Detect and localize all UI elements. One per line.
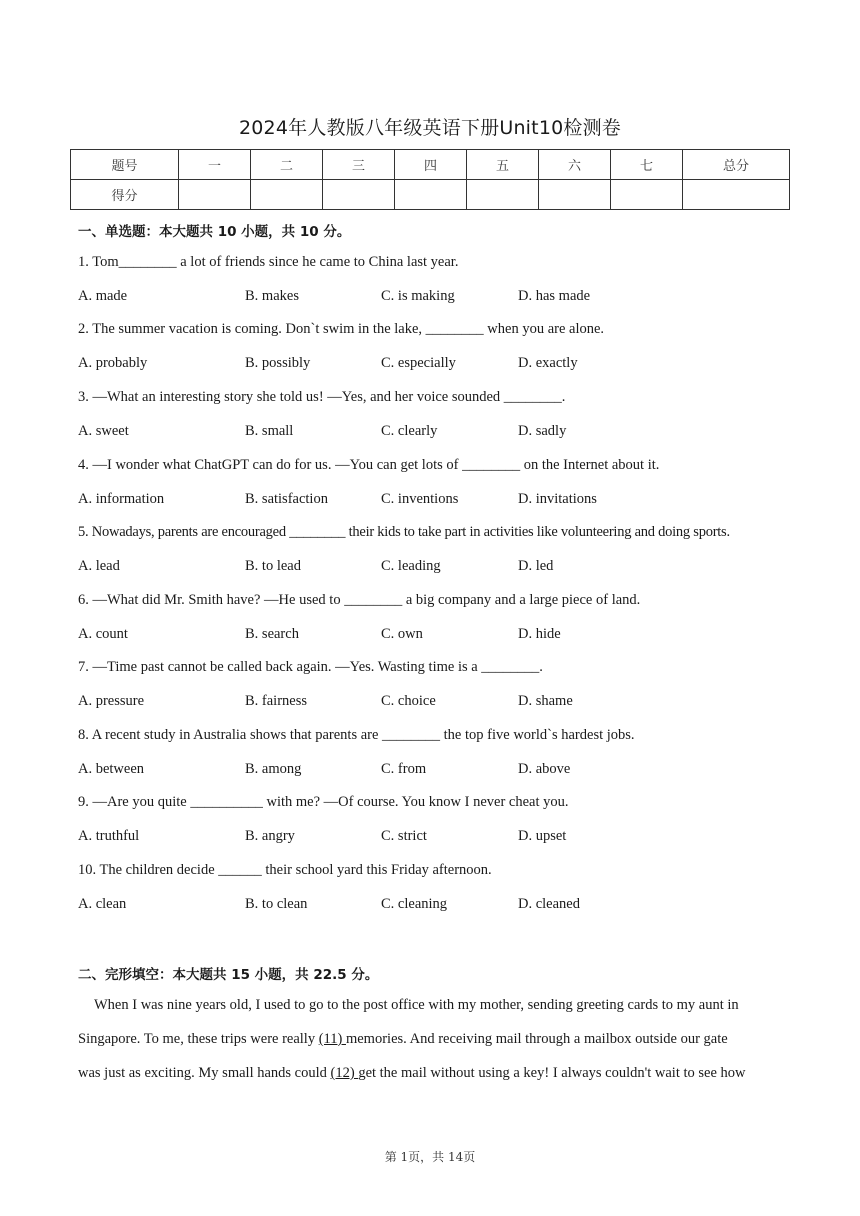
option-b: B. search (245, 626, 299, 642)
blank-11: (11) (318, 1031, 346, 1047)
option-d: D. invitations (518, 491, 597, 507)
section1-heading: 一、单选题：本大题共 10 小题，共 10 分。 (78, 224, 351, 240)
option-b: B. makes (245, 288, 299, 304)
option-c: C. especially (381, 355, 456, 371)
score-blank-cell (539, 180, 611, 210)
score-label: 得分 (71, 180, 179, 210)
passage-text: was just as exciting. My small hands could (78, 1065, 331, 1081)
score-cell: 一 (179, 150, 251, 180)
option-b: B. among (245, 761, 302, 777)
question-stem: 3. —What an interesting story she told us! —Yes, and her voice sounded ________. (78, 389, 566, 405)
option-c: C. inventions (381, 491, 459, 507)
option-d: D. sadly (518, 423, 567, 439)
option-b: B. fairness (245, 693, 308, 709)
question-stem: 4. —I wonder what ChatGPT can do for us. —You can get lots of ________ on the Internet about it. (78, 457, 660, 473)
passage-line (78, 1031, 728, 1048)
score-blank-cell (611, 180, 683, 210)
option-d: D. upset (518, 828, 567, 844)
score-blank-cell (179, 180, 251, 210)
question-stem: 5. Nowadays, parents are encouraged ________ their kids to take part in activities like volunteering and doing sports. (78, 524, 730, 540)
option-c: C. choice (381, 693, 436, 709)
option-a: A. lead (78, 558, 120, 574)
passage-text: get the mail without using a key! I always couldn't wait to see how (358, 1065, 746, 1081)
score-cell: 二 (251, 150, 323, 180)
score-table (70, 149, 790, 210)
option-a: A. count (78, 626, 128, 642)
option-c: C. from (381, 761, 427, 777)
option-a: A. information (78, 491, 165, 507)
score-cell: 五 (467, 150, 539, 180)
score-cell: 题号 (71, 150, 179, 180)
option-c: C. cleaning (381, 896, 448, 912)
score-header-row (71, 150, 790, 180)
score-blank-cell (467, 180, 539, 210)
score-cell: 七 (611, 150, 683, 180)
passage-text: Singapore. To me, these trips were really (78, 1031, 319, 1047)
option-c: C. is making (381, 288, 455, 304)
question-stem: 1. Tom________ a lot of friends since he came to China last year. (78, 254, 459, 270)
page-footer: 第 1页，共 14页 (384, 1150, 476, 1164)
option-a: A. made (78, 288, 128, 304)
passage-line (78, 1065, 746, 1082)
score-value-row (71, 180, 790, 210)
score-blank-cell (323, 180, 395, 210)
blank-12: (12) (330, 1065, 359, 1081)
option-b: B. possibly (245, 355, 311, 371)
option-a: A. probably (78, 355, 148, 371)
option-c: C. clearly (381, 423, 438, 439)
option-a: A. truthful (78, 828, 140, 844)
option-a: A. between (78, 761, 145, 777)
score-cell: 四 (395, 150, 467, 180)
option-c: C. leading (381, 558, 441, 574)
option-d: D. hide (518, 626, 561, 642)
page-title: 2024年人教版八年级英语下册Unit10检测卷 (238, 117, 621, 139)
option-c: C. own (381, 626, 423, 642)
score-cell: 总分 (683, 150, 790, 180)
option-a: A. clean (78, 896, 127, 912)
option-a: A. pressure (78, 693, 145, 709)
option-d: D. led (518, 558, 554, 574)
passage-line: When I was nine years old, I used to go to the post office with my mother, sending greeting cards to my aunt in (94, 997, 739, 1013)
question-stem: 2. The summer vacation is coming. Don`t swim in the lake, ________ when you are alone. (78, 321, 605, 337)
question-stem: 10. The children decide ______ their school yard this Friday afternoon. (78, 862, 492, 878)
option-b: B. to clean (245, 896, 308, 912)
option-c: C. strict (381, 828, 427, 844)
option-b: B. small (245, 423, 294, 439)
option-d: D. exactly (518, 355, 578, 371)
option-d: D. above (518, 761, 571, 777)
score-cell: 三 (323, 150, 395, 180)
score-blank-cell (395, 180, 467, 210)
score-blank-cell (683, 180, 790, 210)
score-blank-cell (251, 180, 323, 210)
option-d: D. cleaned (518, 896, 580, 912)
question-stem: 6. —What did Mr. Smith have? —He used to ________ a big company and a large piece of land. (78, 592, 641, 608)
option-a: A. sweet (78, 423, 129, 439)
section2-heading: 二、完形填空：本大题共 15 小题，共 22.5 分。 (78, 967, 379, 983)
option-b: B. to lead (245, 558, 301, 574)
score-cell: 六 (539, 150, 611, 180)
option-b: B. satisfaction (245, 491, 328, 507)
option-d: D. has made (518, 288, 591, 304)
passage-text: memories. And receiving mail through a mailbox outside our gate (345, 1031, 728, 1047)
question-stem: 8. A recent study in Australia shows that parents are ________ the top five world`s hardest jobs. (78, 727, 635, 743)
option-d: D. shame (518, 693, 573, 709)
option-b: B. angry (245, 828, 295, 844)
question-stem: 7. —Time past cannot be called back again. —Yes. Wasting time is a ________. (78, 659, 543, 675)
question-stem: 9. —Are you quite __________ with me? —Of course. You know I never cheat you. (78, 794, 569, 810)
